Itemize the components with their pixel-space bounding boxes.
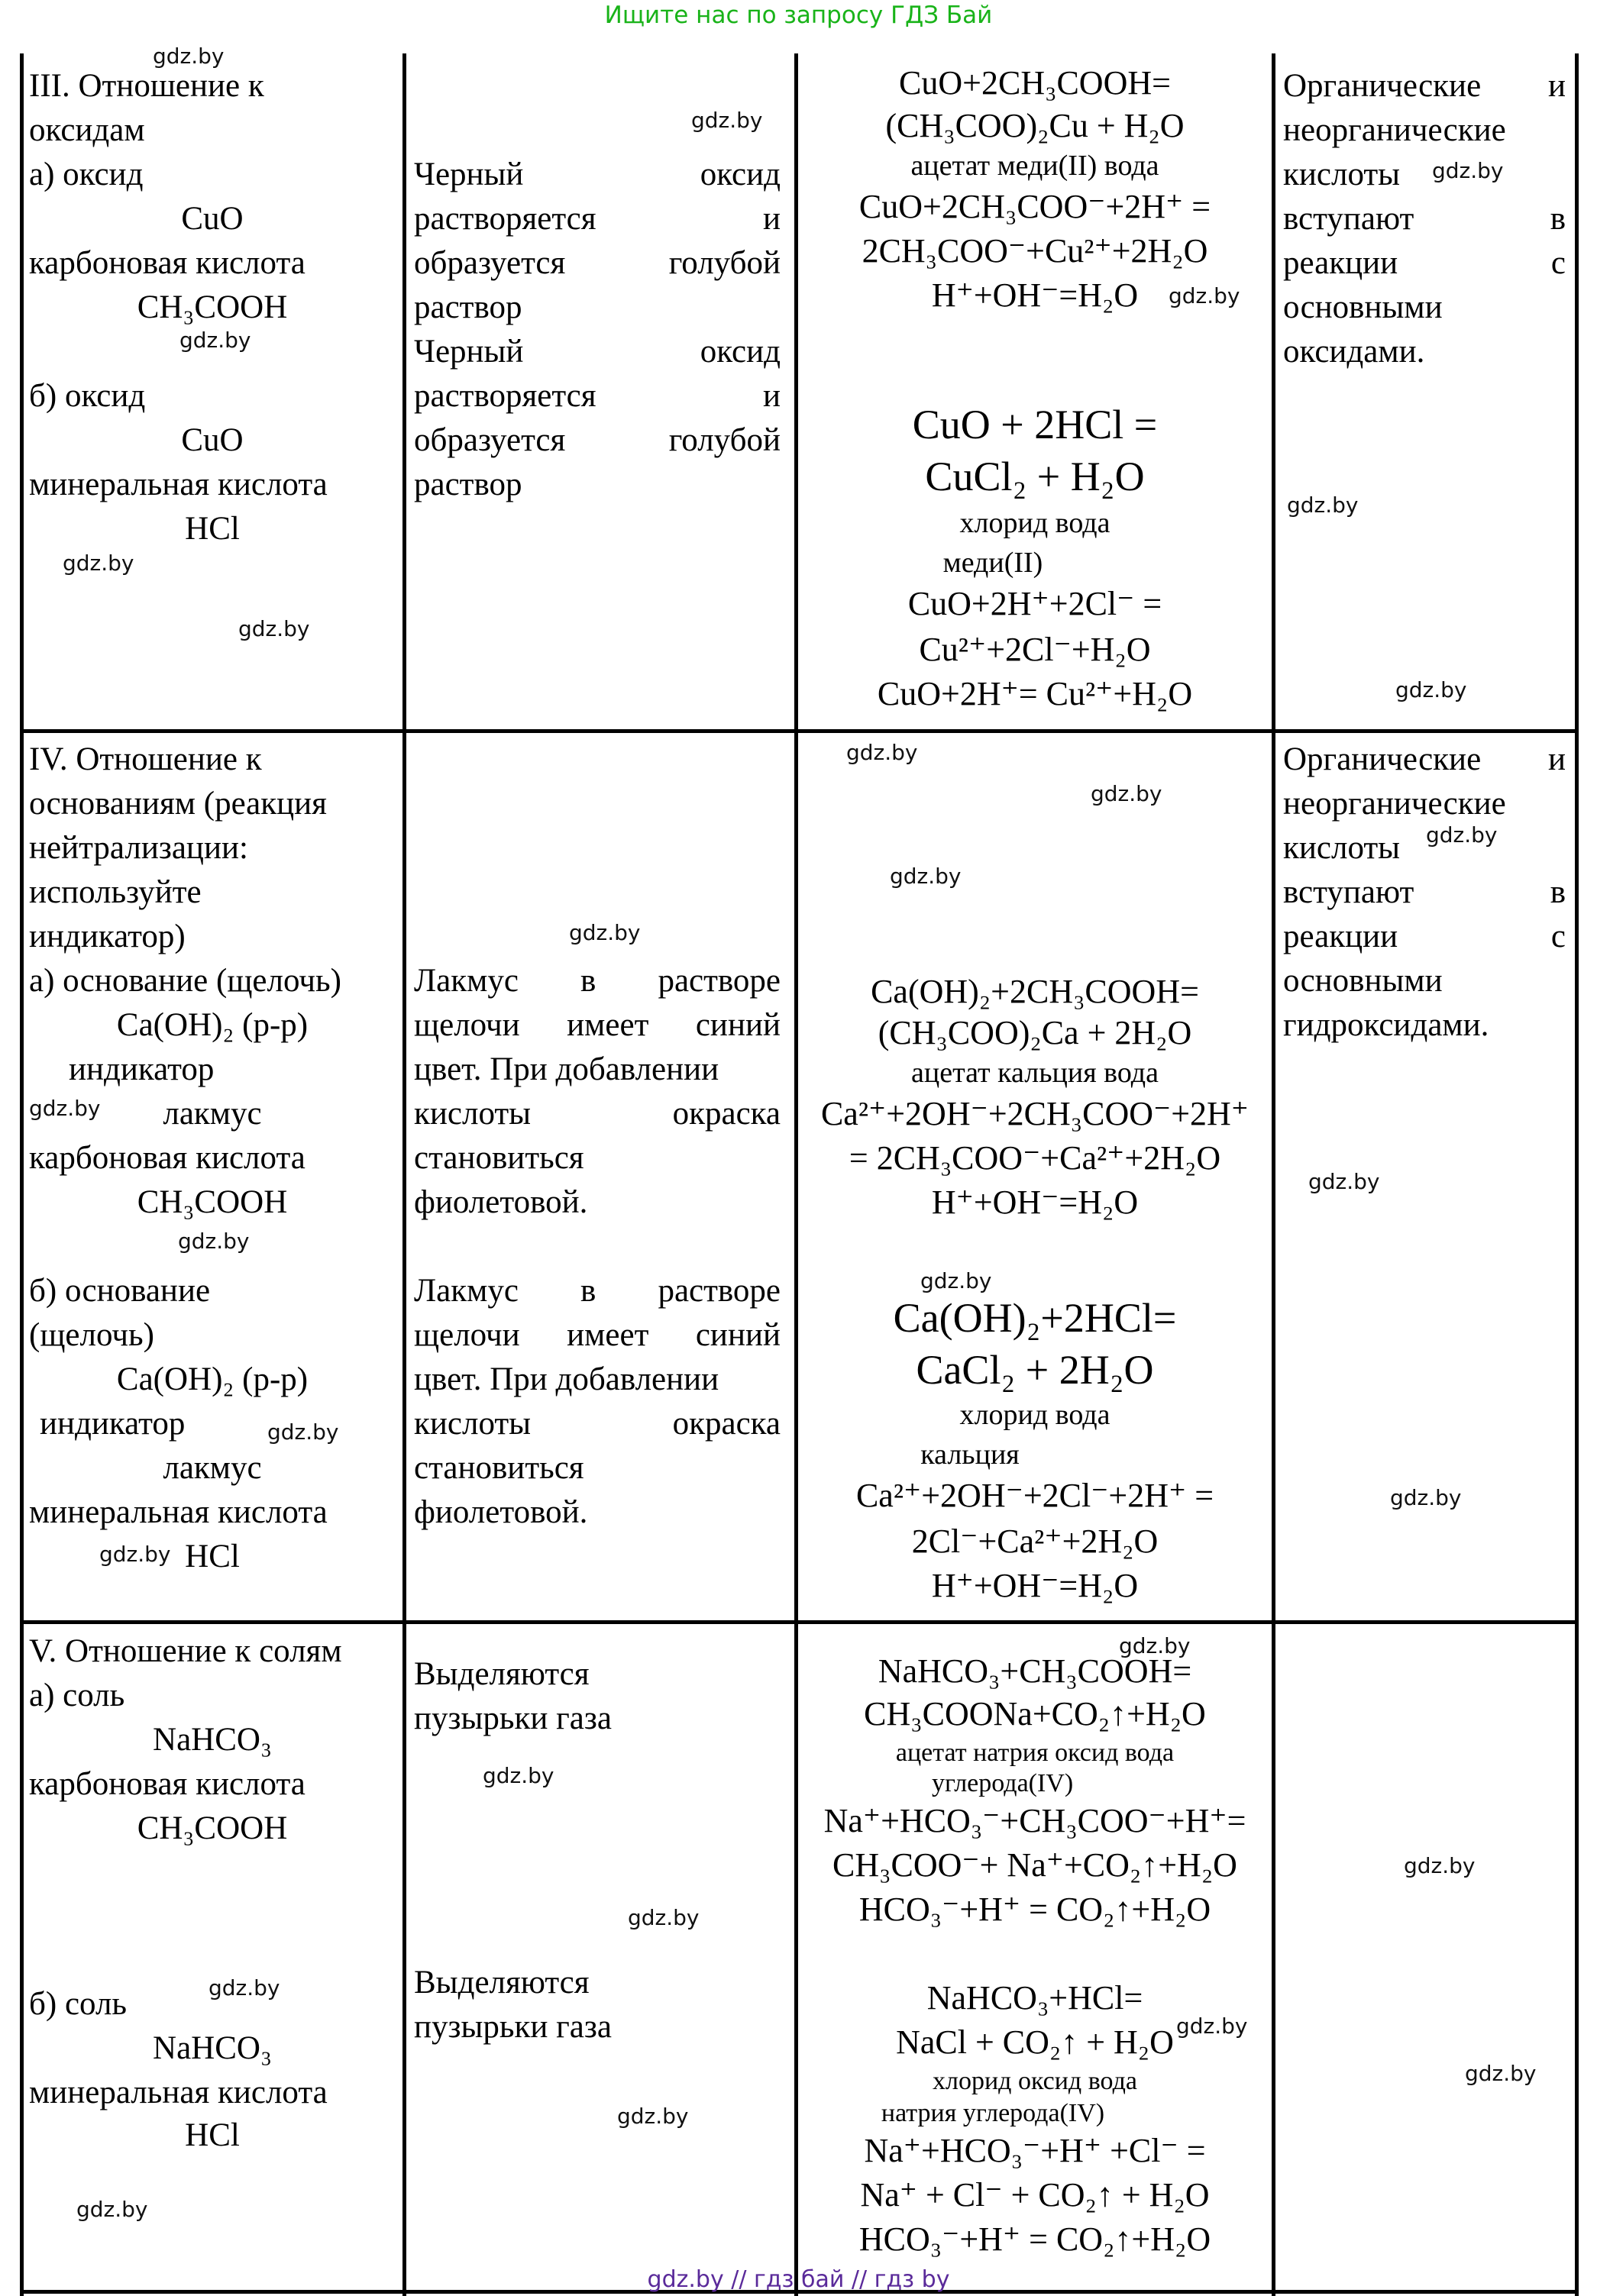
watermark: gdz.by [1091,781,1162,806]
indicator-value: лакмус [163,1450,262,1486]
short-ionic-equation: H⁺+OH⁻=H₂O [931,276,1139,314]
watermark: gdz.by [238,616,310,641]
item-label: б) оксид [29,378,146,414]
section-heading: IV. Отношение к [29,741,262,777]
watermark: gdz.by [1308,1169,1380,1194]
observation-cont: пузырьки газа [414,2009,612,2045]
section-heading-cont: оксидам [29,112,145,148]
equation-caption: ацетат натрия оксид вода [895,1739,1175,1767]
search-banner[interactable]: Ищите нас по запросу ГДЗ Бай [604,2,993,29]
watermark: gdz.by [267,1419,339,1445]
formula: HCl [185,1539,240,1574]
indicator-label: индикатор [69,1051,215,1087]
watermark: gdz.by [1465,2061,1537,2086]
equation-caption: углерода(IV) [932,1769,1074,1797]
formula: HCl [185,511,240,547]
equation: Ca(OH)₂+2HCl= [893,1295,1177,1341]
footer-links[interactable]: gdz.by // гдз бай // гдз by [647,2266,950,2293]
ionic-equation: Ca²⁺+2OH⁻+2Cl⁻+2H⁺ = [855,1477,1214,1514]
watermark: gdz.by [29,1096,101,1121]
formula: CH₃COOH [137,1184,288,1220]
watermark: gdz.by [1176,2013,1248,2039]
watermark: gdz.by [1432,158,1504,183]
section-heading: III. Отношение к [29,68,264,104]
formula: Ca(OH)₂ (р-р) [116,1007,309,1043]
ionic-equation: CuO+2CH₃COO⁻+2H⁺ = [858,188,1211,225]
equation-caption: ацетат кальция вода [911,1057,1159,1089]
observation: Выделяются [414,1656,590,1692]
item-label: а) оксид [29,157,144,192]
observation: Лакмус в растворе щелочи имеет синий цвет. При добавлении кислоты окраска становиться фиолетовой. [414,963,781,1220]
formula: CH₃COOH [137,1810,288,1846]
ionic-equation: CH₃COO⁻+ Na⁺+CO₂↑+H₂O [832,1846,1237,1884]
ionic-equation: Na⁺ + Cl⁻ + CO₂↑ + H₂O [860,2176,1210,2214]
reagent-label: минеральная кислота [29,467,328,502]
watermark: gdz.by [483,1763,554,1788]
watermark: gdz.by [1390,1485,1462,1510]
equation: CaCl₂ + 2H₂O [916,1347,1154,1393]
equation: Ca(OH)₂+2CH₃COOH= [871,973,1199,1010]
short-ionic-equation: HCO₃⁻+H⁺ = CO₂↑+H₂O [858,1891,1211,1928]
reagent-label: карбоновая кислота [29,245,305,281]
reagent-label: минеральная кислота [29,1494,328,1530]
watermark: gdz.by [1395,677,1467,702]
ionic-equation: Na⁺+HCO₃⁻+CH₃COO⁻+H⁺= [823,1802,1246,1839]
conclusion: Органические и неорганические кислоты вступают в реакции с основными гидроксидами. [1283,741,1566,1043]
section-heading-cont: используйте [29,874,202,910]
item-label: б) соль [29,1986,128,2022]
observation: Черный оксид растворяется и образуется голубой раствор Черный оксид растворяется и образуется голубой раствор [414,157,781,502]
ionic-equation: Ca²⁺+2OH⁻+2CH₃COO⁻+2H⁺ [820,1095,1249,1132]
watermark: gdz.by [153,44,225,69]
item-label-cont: (щелочь) [29,1317,154,1353]
observation-cont: пузырьки газа [414,1700,612,1736]
equation-caption: хлорид вода [959,507,1110,539]
short-ionic-equation: H⁺+OH⁻=H₂O [931,1567,1139,1604]
reagent-label: карбоновая кислота [29,1766,305,1802]
equation-caption: ацетат меди(II) вода [910,150,1159,182]
equation-caption: кальция [920,1439,1020,1471]
watermark: gdz.by [178,1229,250,1254]
equation-caption: хлорид оксид вода [933,2067,1137,2095]
equation: CuCl₂ + H₂O [925,454,1145,499]
ionic-equation: = 2CH₃COO⁻+Ca²⁺+2H₂O [849,1139,1221,1177]
watermark: gdz.by [179,328,251,353]
equation: CuO + 2HCl = [912,402,1158,447]
watermark: gdz.by [1404,1853,1476,1878]
watermark: gdz.by [209,1975,280,2001]
short-ionic-equation: H⁺+OH⁻=H₂O [931,1184,1139,1221]
formula: HCl [185,2117,240,2153]
watermark: gdz.by [846,740,918,765]
ionic-equation: CuO+2H⁺+2Cl⁻ = [907,585,1162,622]
watermark: gdz.by [628,1905,700,1930]
observation: Лакмус в растворе щелочи имеет синий цвет. При добавлении кислоты окраска становиться фиолетовой. [414,1273,781,1530]
watermark: gdz.by [99,1542,171,1567]
equation: NaHCO₃+CH₃COOH= [878,1652,1192,1690]
conclusion: Органические и неорганические кислоты вступают в реакции с основными оксидами. [1283,68,1566,370]
formula: NaHCO₃ [153,1722,272,1758]
equation-caption: хлорид вода [959,1399,1110,1431]
equation: NaCl + CO₂↑ + H₂O [896,2023,1174,2061]
watermark: gdz.by [1119,1633,1191,1658]
item-label: а) соль [29,1678,125,1713]
item-label: а) основание (щелочь) [29,963,341,999]
watermark: gdz.by [63,551,134,576]
equation: (CH₃COO)₂Ca + 2H₂O [878,1014,1192,1051]
equation-caption: натрия углерода(IV) [881,2099,1105,2127]
reagent-label: карбоновая кислота [29,1140,305,1176]
formula: CuO [181,201,244,237]
equation: CuO+2CH₃COOH= [899,64,1171,102]
indicator-value: лакмус [163,1096,262,1132]
watermark: gdz.by [1426,822,1498,848]
formula: CuO [181,422,244,458]
section-heading-cont: основаниям (реакция [29,786,327,822]
formula: Ca(OH)₂ (р-р) [116,1361,309,1397]
watermark: gdz.by [1169,283,1240,308]
observation: Выделяются [414,1965,590,2001]
section-heading-cont: индикатор) [29,919,186,954]
watermark: gdz.by [76,2197,148,2222]
ionic-equation: 2Cl⁻+Ca²⁺+2H₂O [911,1523,1159,1560]
ionic-equation: 2CH₃COO⁻+Cu²⁺+2H₂O [862,232,1208,270]
equation: NaHCO₃+HCl= [926,1979,1143,2017]
short-ionic-equation: HCO₃⁻+H⁺ = CO₂↑+H₂O [858,2220,1211,2258]
watermark: gdz.by [617,2104,689,2129]
equation: CH₃COONa+CO₂↑+H₂O [864,1695,1206,1732]
formula: CH₃COOH [137,289,288,325]
formula: NaHCO₃ [153,2030,272,2066]
reagent-label: минеральная кислота [29,2075,328,2110]
section-heading: V. Отношение к солям [29,1633,342,1669]
item-label: б) основание [29,1273,211,1309]
ionic-equation: Cu²⁺+2Cl⁻+H₂O [919,631,1151,668]
watermark: gdz.by [691,108,763,133]
indicator-label: индикатор [40,1406,186,1442]
ionic-equation: Na⁺+HCO₃⁻+H⁺ +Cl⁻ = [864,2132,1206,2169]
watermark: gdz.by [1287,492,1359,518]
short-ionic-equation: CuO+2H⁺= Cu²⁺+H₂O [877,675,1193,712]
equation-caption: меди(II) [942,547,1043,579]
watermark: gdz.by [569,920,641,945]
section-heading-cont: нейтрализации: [29,830,248,866]
watermark: gdz.by [890,864,962,889]
watermark: gdz.by [920,1268,992,1293]
equation: (CH₃COO)₂Cu + H₂O [885,107,1185,144]
